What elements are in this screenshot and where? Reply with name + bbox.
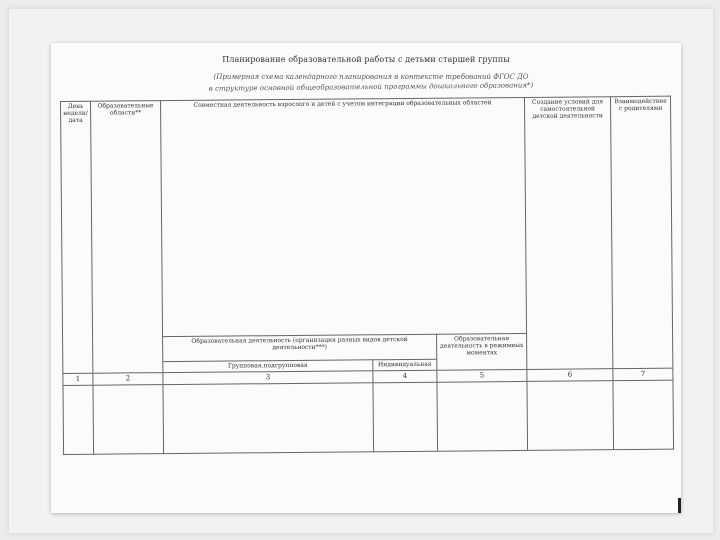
scan-edge-shadow [678,498,681,513]
header-joint-activity: Совместная деятельность взрослого и детей с учетом интеграции образовательных областей [161,97,527,336]
empty-cell [613,380,674,450]
header-day: День недели/ дата [61,101,93,373]
empty-cell [163,382,374,453]
header-areas: Образовательные области** [91,101,163,373]
subheader-group: Групповая,подгрупповая [163,359,373,372]
empty-cell [93,384,164,454]
column-number: 7 [613,368,673,381]
subheader-individual: Индивидуальная [373,359,437,371]
empty-cell [527,380,614,450]
document-title: Планирование образовательной работы с детьми старшей группы [222,55,510,64]
scanned-document [51,43,681,513]
subheader-educational-activity: Образовательная деятельность (организация разных видов детской деятельности***) [163,334,437,361]
document-subtitle-line-1: (Примерная схема календарного планирования в контексте требований ФГОС ДО [213,73,529,81]
column-number: 5 [437,369,527,382]
empty-cell [437,381,528,451]
header-parents: Взаимодействие с родителями [611,96,673,368]
document-subtitle-line-2: в структуре основной общеобразовательной программы дошкольного образования*) [208,81,534,93]
column-number: 4 [373,370,437,383]
column-number: 2 [93,372,163,385]
column-number: 3 [163,370,373,384]
empty-cell [373,382,438,452]
header-conditions: Создание условий для самостоятельной детской деятельности [525,97,613,369]
planning-table [60,96,674,455]
empty-cell [63,385,94,455]
subheader-regime-moments: Образовательная деятельность в режимных моментах [437,333,527,370]
column-number: 1 [63,373,93,385]
column-number: 6 [527,368,613,381]
